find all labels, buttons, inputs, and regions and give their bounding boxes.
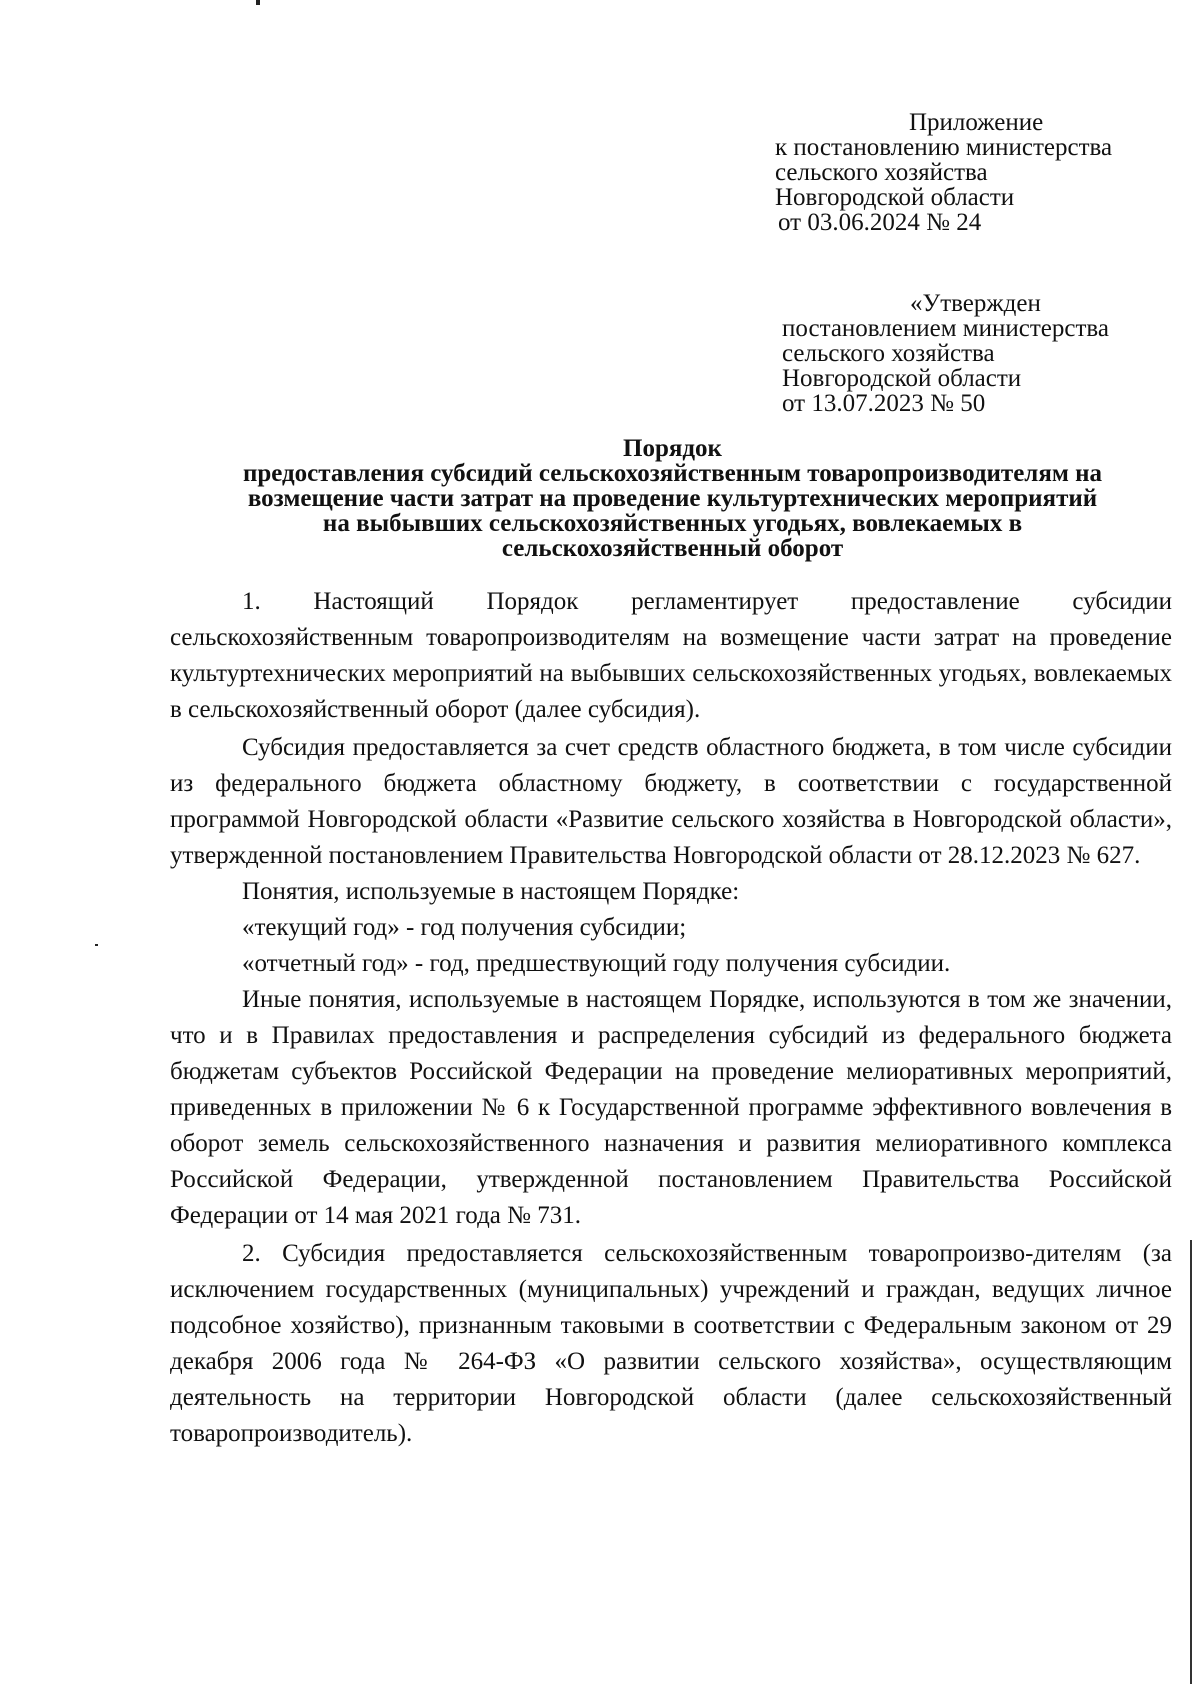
title-line: предоставления субсидий сельскохозяйственным товаропроизводителям на [242,460,1103,487]
body-paragraph: Субсидия предоставляется за счет средств областного бюджета, в том числе субсидии из федерального бюджета областному бюджету, в соответствии с государственной программой Новгородской области «Развитие сельского хозяйства в Новгородской области», утвержденной постановлением Правительства Новгородской области от 28.12.2023 № 627. [170,734,1172,869]
title-line: сельскохозяйственный оборот [501,535,844,562]
appendix-line: к постановлению министерства [775,134,1113,161]
body-paragraph: Иные понятия, используемые в настоящем Порядке, используются в том же значении, что и в Правилах предоставления и распределения субсидий из федерального бюджета бюджетам субъектов Российской Федерации на проведение мелиоративных мероприятий, приведенных в приложении № 6 к Государственной программе эффективного вовлечения в оборот земель сельскохозяйственного назначения и развития мелиоративного комплекса Российской Федерации, утвержденной постановлением Правительства Российской Федерации от 14 мая 2021 года № 731. [170,986,1172,1229]
body-paragraph: 2. Субсидия предоставляется сельскохозяйственным товаропроизво-дителям (за исключением государственных (муниципальных) учреждений и граждан, ведущих личное подсобное хозяйство), признанным таковыми в соответствии с Федеральным законом от 29 декабря 2006 года № 264-ФЗ «О развитии сельского хозяйства», осуществляющим деятельность на территории Новгородской области (далее сельскохозяйственный товаропроизводитель). [170,1240,1172,1447]
approval-line: сельского хозяйства [782,340,995,367]
document-body [170,584,1172,1452]
approval-line: Новгородской области [782,365,1022,392]
appendix-label: Приложение [909,109,1044,136]
approval-label: «Утвержден [910,290,1041,317]
title-doc-type: Порядок [623,435,722,462]
approval-line: постановлением министерства [782,315,1109,342]
appendix-line: Новгородской области [775,184,1015,211]
body-paragraph: «текущий год» - год получения субсидии; [242,914,687,941]
document-title [160,436,1185,561]
appendix-reference [775,110,1175,235]
body-paragraph: «отчетный год» - год, предшествующий году получения субсидии. [242,950,951,977]
approval-reference [782,291,1182,416]
approval-date-number: от 13.07.2023 № 50 [782,390,986,417]
appendix-date-number: от 03.06.2024 № 24 [778,209,982,236]
scan-speck [95,944,98,946]
title-line: возмещение части затрат на проведение культуртехнических мероприятий [247,485,1098,512]
scan-speck [256,0,260,5]
title-line: на выбывших сельскохозяйственных угодьях, вовлекаемых в [322,510,1023,537]
body-paragraph: Понятия, используемые в настоящем Порядке: [242,878,740,905]
appendix-line: сельского хозяйства [775,159,988,186]
body-paragraph: 1. Настоящий Порядок регламентирует предоставление субсидии сельскохозяйственным товаропроизводителям на возмещение части затрат на проведение культуртехнических мероприятий на выбывших сельскохозяйственных угодьях, вовлекаемых в сельскохозяйственный оборот (далее субсидия). [170,588,1172,723]
scan-edge-line [1190,1240,1192,1684]
